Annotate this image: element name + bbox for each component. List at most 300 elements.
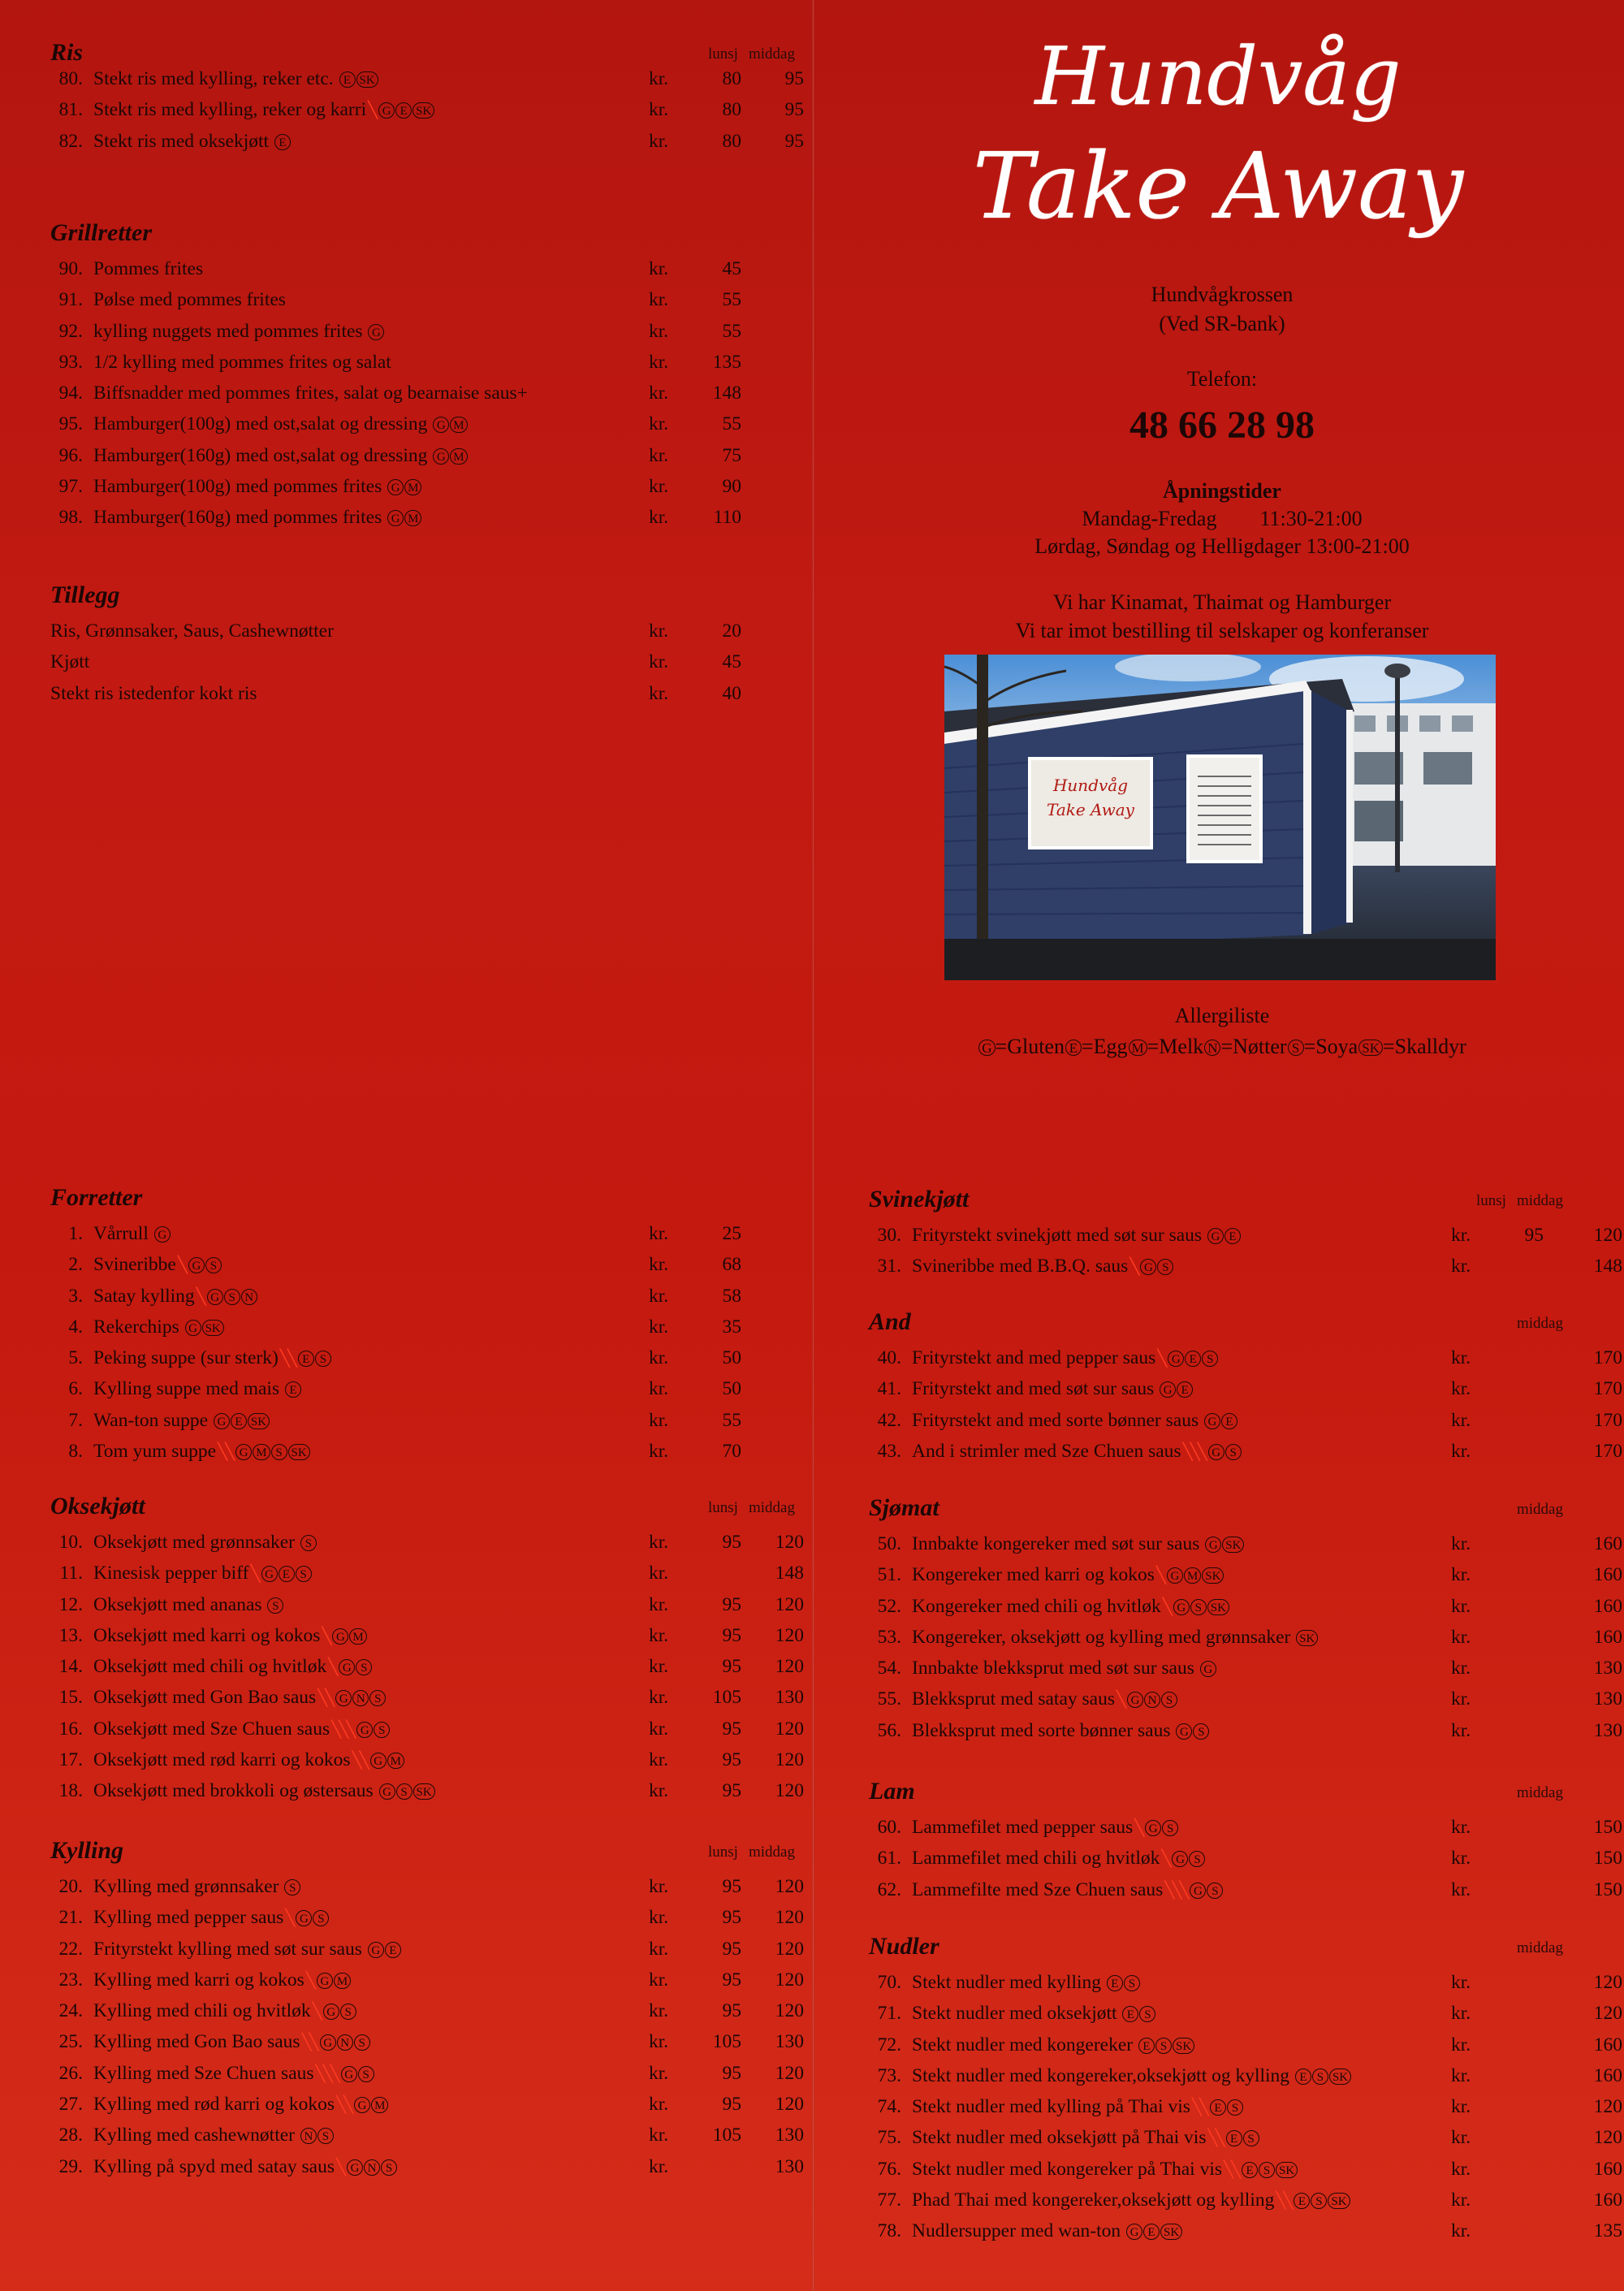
currency-label: kr. (649, 1347, 669, 1369)
price-middag: 160 (1593, 1595, 1622, 1617)
section-tillegg (50, 581, 765, 709)
item-number: 24. (58, 2000, 83, 2022)
menu-item (50, 1281, 765, 1312)
allergen-badge: S (1189, 1851, 1205, 1867)
price-lunsj: 95 (722, 1656, 741, 1678)
allergen-badge: E (1122, 2006, 1138, 2022)
item-number: 73. (877, 2064, 901, 2086)
item-number: 61. (877, 1848, 901, 1870)
currency-label: kr. (649, 1532, 669, 1553)
item-name-text: Stekt nudler med kongereker,oksekjøtt og kylling (912, 2064, 1290, 2086)
item-name-text: Blekksprut med sorte bønner saus (912, 1719, 1171, 1741)
menu-item (50, 316, 765, 347)
menu-item (869, 2215, 1622, 2246)
menu-item (869, 1405, 1622, 1436)
allergen-badge: E (285, 1381, 301, 1398)
item-number: 53. (877, 1626, 901, 1648)
menu-item (50, 616, 765, 646)
menu-item (50, 1342, 765, 1373)
allergen-badge: G (296, 1910, 312, 1926)
allergen-badge: S (1227, 2099, 1243, 2116)
currency-label: kr. (1451, 1440, 1471, 1462)
currency-label: kr. (649, 2155, 669, 2177)
allergen-badge: G (379, 1783, 395, 1800)
item-name (912, 1622, 1318, 1653)
item-name-text: Stekt nudler med kylling på Thai vis (912, 2096, 1190, 2118)
item-name (93, 1373, 301, 1404)
currency-label: kr. (649, 1749, 669, 1771)
allergen-badge: G (188, 1257, 205, 1273)
item-number: 76. (877, 2158, 901, 2180)
item-name-text: Oksekjøtt med Gon Bao saus (93, 1687, 317, 1709)
item-number: 18. (58, 1780, 83, 1802)
chili-icon: ╲ (196, 1287, 204, 1306)
item-number: 40. (877, 1347, 901, 1368)
allergen-badge: G (1127, 1692, 1143, 1708)
currency-label: kr. (649, 476, 669, 498)
hours-days: Lørdag, Søndag og Helligdager (1034, 534, 1302, 558)
item-name-text: Biffsnadder med pommes frites, salat og bearnaise saus+ (93, 383, 528, 404)
currency-label: kr. (649, 1563, 669, 1584)
price-lunsj: 95 (722, 2000, 741, 2022)
item-name-text: Stekt nudler med oksekjøtt på Thai vis (912, 2127, 1207, 2149)
item-name-text: Kylling med rød karri og kokos (93, 2094, 335, 2116)
item-number: 56. (877, 1719, 901, 1741)
menu-item (50, 1965, 804, 1995)
allergen-badge: G (370, 1753, 387, 1769)
allergen-badge: S (374, 1722, 390, 1738)
price-middag: 120 (775, 1749, 804, 1771)
allergen-badge: M (387, 1753, 404, 1769)
allergen-badge: E (1065, 1040, 1082, 1056)
item-number: 3. (68, 1285, 83, 1307)
tagline-1: Vi har Kinamat, Thaimat og Hamburger (1052, 590, 1392, 614)
allergen-badge: SK (202, 1320, 224, 1336)
allergen-badge: S (1162, 1820, 1178, 1836)
item-name (912, 2122, 1259, 2154)
allergen-legend-item (1358, 1035, 1466, 1058)
item-name (93, 1436, 310, 1468)
allergen-badge: E (1242, 2162, 1258, 2178)
menu-list (50, 1527, 804, 1807)
item-number: 98. (58, 507, 83, 529)
section-forretter (50, 1184, 765, 1467)
currency-label: kr. (649, 2094, 669, 2116)
item-name (93, 1902, 329, 1934)
allergen-badge: G (354, 2097, 370, 2113)
currency-label: kr. (649, 1718, 669, 1740)
menu-item (869, 1874, 1622, 1905)
price-lunsj: 75 (722, 444, 741, 466)
allergy-legend (853, 1035, 1592, 1059)
currency-label: kr. (649, 1441, 669, 1463)
price-lunsj: 95 (722, 1718, 741, 1740)
allergen-badge: M (404, 510, 421, 526)
allergen-badge: E (385, 1942, 401, 1958)
brand-line2: Take Away (972, 134, 1464, 240)
item-name-text: Blekksprut med satay saus (912, 1688, 1115, 1710)
allergen-badge: S (1157, 1259, 1173, 1275)
item-name (93, 316, 384, 347)
allergen-badge: E (1185, 1351, 1201, 1367)
item-name (912, 1653, 1216, 1684)
currency-label: kr. (1451, 1347, 1471, 1368)
allergen-badge: N (337, 2034, 353, 2051)
item-number: 17. (58, 1749, 83, 1771)
allergen-badge: G (368, 1942, 384, 1958)
allergen-badge: SK (1276, 2162, 1298, 2178)
allergen-badge: G (154, 1226, 171, 1243)
menu-item (869, 1591, 1622, 1622)
phone-label: Telefon: (1186, 367, 1258, 391)
allergen-badge: SK (1173, 2038, 1194, 2054)
currency-label: kr. (1451, 1595, 1471, 1617)
item-name (93, 284, 286, 315)
item-number: 11. (59, 1563, 83, 1584)
allergen-badge: S (1288, 1040, 1304, 1056)
item-name-text: Kongereker med karri og kokos (912, 1564, 1155, 1586)
price-lunsj: 105 (712, 2125, 741, 2146)
price-middag: 120 (775, 1938, 804, 1960)
allergen-legend-item (978, 1035, 1065, 1058)
chili-icon: ╲╲ (352, 1752, 367, 1770)
allergen-badge: G (1172, 1851, 1188, 1867)
item-name-text: Nudlersupper med wan-ton (912, 2220, 1121, 2242)
menu-item (50, 1651, 804, 1682)
item-name-text: Kylling med cashewnøtter (93, 2125, 295, 2146)
menu-item (50, 2089, 804, 2120)
price-middag: 120 (775, 1624, 804, 1646)
price-middag: 120 (775, 1532, 804, 1553)
item-name (93, 1342, 331, 1374)
allergen-badge: M (450, 417, 467, 433)
hours-days: Mandag-Fredag (1082, 507, 1217, 530)
allergen-badge: SK (288, 1444, 310, 1460)
section-lam (869, 1778, 1622, 1905)
price-middag: 170 (1593, 1378, 1622, 1400)
chili-icon: ╲ (1157, 1350, 1165, 1368)
allergen-badge: SK (412, 102, 434, 119)
section-sjomat (869, 1494, 1622, 1746)
chili-icon: ╲╲╲ (331, 1720, 354, 1739)
price-middag: 120 (1593, 2127, 1622, 2149)
allergen-badge: M (1129, 1040, 1147, 1056)
allergen-badge: G (185, 1320, 201, 1336)
column-header-middag: middag (749, 1499, 795, 1516)
item-name-text: Stekt nudler med oksekjøtt (912, 2003, 1117, 2025)
currency-label: kr. (649, 1624, 669, 1646)
allergen-badge: S (296, 1566, 312, 1582)
menu-item (50, 378, 765, 408)
price-middag: 170 (1593, 1409, 1622, 1431)
allergen-badge: G (1190, 1883, 1206, 1899)
item-name (93, 378, 528, 408)
column-header-lunsj: lunsj (708, 1499, 738, 1516)
item-number: 31. (877, 1256, 901, 1277)
item-name-text: Frityrstekt kylling med søt sur saus (93, 1938, 362, 1960)
item-number: 4. (68, 1316, 83, 1338)
chili-icon: ╲ (1162, 1597, 1170, 1616)
currency-label: kr. (1451, 1658, 1471, 1679)
price-lunsj: 95 (722, 2094, 741, 2116)
menu-item (50, 1218, 765, 1249)
allergen-badge: G (261, 1566, 278, 1582)
allergen-badge: S (1190, 1599, 1207, 1615)
item-name-text: Peking suppe (sur sterk) (93, 1347, 279, 1369)
allergen-legend-item (1287, 1035, 1358, 1058)
allergen-badge: S (1161, 1692, 1177, 1708)
section-title: Grillretter (50, 219, 152, 246)
item-number: 27. (58, 2094, 83, 2116)
currency-label: kr. (649, 444, 669, 466)
price-lunsj: 95 (722, 1532, 741, 1553)
item-number: 26. (58, 2062, 83, 2084)
allergen-badge: S (284, 1879, 300, 1895)
chili-icon: ╲ (250, 1565, 258, 1584)
section-oksekjott (50, 1493, 804, 1807)
item-name-text: And i strimler med Sze Chuen saus (912, 1440, 1181, 1462)
section-title: Kylling (50, 1837, 124, 1864)
chili-icon: ╲╲╲ (315, 2064, 338, 2083)
column-header-middag: middag (1517, 1939, 1563, 1956)
item-number: 91. (58, 289, 83, 311)
allergen-badge: S (396, 1783, 412, 1800)
allergen-badge: SK (248, 1413, 270, 1429)
item-name (93, 253, 203, 284)
price-middag: 130 (1593, 1719, 1622, 1741)
currency-label: kr. (649, 1285, 669, 1307)
item-number: 51. (877, 1564, 901, 1586)
chili-icon: ╲╲ (335, 2096, 352, 2115)
item-name-text: 1/2 kylling med pommes frites og salat (93, 351, 391, 373)
item-name-text: kylling nuggets med pommes frites (93, 320, 363, 342)
brand-line1: Hundvåg (1034, 31, 1402, 123)
menu-item (869, 2122, 1622, 2153)
allergen-badge: E (279, 1566, 295, 1582)
allergen-badge: S (1259, 2162, 1275, 2178)
chili-icon: ╲ (322, 1627, 330, 1645)
item-name-text: Oksekjøtt med ananas (93, 1593, 262, 1615)
item-number: 1. (68, 1223, 83, 1244)
section-and (869, 1308, 1622, 1467)
item-number: 6. (68, 1378, 83, 1400)
item-name (50, 646, 89, 677)
chili-icon: ╲╲ (218, 1443, 233, 1462)
item-name (93, 1312, 224, 1342)
currency-label: kr. (649, 682, 669, 704)
allergen-badge: E (1210, 2099, 1226, 2116)
item-number: 97. (58, 476, 83, 498)
section-title: Nudler (869, 1933, 939, 1960)
item-name (912, 1967, 1140, 1998)
allergen-badge: E (1143, 2224, 1160, 2240)
item-name (50, 678, 257, 709)
chili-icon: ╲╲ (1207, 2129, 1223, 2148)
currency-label: kr. (1451, 1533, 1471, 1554)
item-name-text: Hamburger(160g) med ost,salat og dressing (93, 444, 428, 466)
item-name (912, 2154, 1298, 2185)
currency-label: kr. (1451, 2158, 1471, 2180)
price-lunsj: 80 (722, 130, 741, 152)
item-name (93, 1965, 351, 1996)
item-number: 10. (58, 1532, 83, 1553)
price-lunsj: 80 (722, 68, 741, 89)
item-name (93, 2026, 370, 2058)
item-number: 81. (58, 99, 83, 121)
currency-label: kr. (649, 1656, 669, 1678)
allergen-badge: G (368, 324, 384, 340)
item-name (912, 1251, 1173, 1282)
item-name (93, 408, 468, 439)
section-kylling (50, 1837, 804, 2182)
allergen-badge: G (332, 1628, 348, 1645)
menu-list (50, 616, 765, 709)
price-lunsj: 95 (1524, 1225, 1544, 1246)
item-name (93, 1249, 222, 1281)
allergen-badge: S (381, 2159, 397, 2176)
allergen-badge: E (339, 71, 356, 88)
price-middag: 148 (1593, 1256, 1622, 1277)
allergen-badge: S (1202, 1351, 1218, 1367)
menu-item (869, 1812, 1622, 1843)
allergen-badge: E (1177, 1381, 1193, 1398)
section-title: Svinekjøtt (869, 1186, 970, 1213)
currency-label: kr. (1451, 1409, 1471, 1431)
allergen-badge: N (364, 2159, 380, 2176)
menu-item (50, 347, 765, 378)
allergen-badge: N (352, 1690, 369, 1706)
currency-label: kr. (649, 1378, 669, 1400)
menu-item (869, 1251, 1622, 1282)
allergen-badge: G (339, 1659, 355, 1675)
item-name-text: Kylling med Sze Chuen saus (93, 2062, 314, 2084)
menu-list (869, 1528, 1622, 1746)
item-number: 96. (58, 444, 83, 466)
allergen-badge: S (317, 2128, 334, 2144)
menu-item (869, 2185, 1622, 2215)
item-number: 21. (58, 1907, 83, 1929)
allergen-badge: G (207, 1289, 223, 1305)
item-name-text: Oksekjøtt med rød karri og kokos (93, 1749, 351, 1771)
allergen-badge: G (317, 1973, 333, 1989)
allergen-badge: E (1224, 1228, 1241, 1244)
allergen-badge: G (1168, 1351, 1184, 1367)
item-name (93, 1527, 317, 1558)
item-name (93, 471, 421, 502)
item-number: 12. (58, 1593, 83, 1615)
item-number: 71. (877, 2003, 901, 2025)
currency-label: kr. (649, 351, 669, 373)
chili-icon: ╲ (1129, 1258, 1138, 1277)
allergen-badge: G (1207, 1228, 1224, 1244)
menu-item (50, 1405, 765, 1436)
item-name-text: Stekt ris med oksekjøtt (93, 130, 270, 152)
item-name (93, 1651, 372, 1683)
currency-label: kr. (1451, 1564, 1471, 1586)
allergen-badge: SK (1358, 1040, 1383, 1056)
item-name-text: Stekt ris med kylling, reker og karri (93, 99, 367, 121)
price-lunsj: 148 (712, 383, 741, 404)
currency-label: kr. (649, 320, 669, 342)
currency-label: kr. (1451, 2034, 1471, 2055)
section-title: Sjømat (869, 1494, 939, 1521)
allergen-badge: S (267, 1597, 283, 1614)
item-number: 55. (877, 1688, 901, 1710)
sign-text-1: Hundvåg (1052, 776, 1129, 795)
chili-icon: ╲╲ (317, 1689, 333, 1708)
item-name (93, 1589, 283, 1620)
menu-item (50, 502, 765, 533)
item-number: 70. (877, 1972, 901, 1993)
menu-list (869, 1812, 1622, 1905)
menu-list (50, 63, 804, 157)
price-lunsj: 35 (722, 1316, 741, 1338)
item-name-text: Oksekjøtt med chili og hvitløk (93, 1656, 327, 1678)
column-header-lunsj: lunsj (708, 1844, 738, 1861)
menu-item (50, 440, 765, 471)
currency-label: kr. (1451, 2127, 1471, 2149)
menu-list (869, 1220, 1622, 1282)
center-fold (812, 0, 814, 2291)
allergen-badge: SK (356, 71, 378, 88)
column-header-middag: middag (1517, 1501, 1563, 1518)
item-name (93, 94, 434, 126)
menu-item (50, 1620, 804, 1651)
menu-item (869, 1342, 1622, 1373)
allergen-badge: S (300, 1535, 317, 1551)
price-middag: 120 (775, 1876, 804, 1897)
menu-item (50, 1682, 804, 1713)
currency-label: kr. (649, 2125, 669, 2146)
item-name-text: Hamburger(100g) med ost,salat og dressing (93, 413, 428, 435)
price-lunsj: 95 (722, 1938, 741, 1960)
menu-item (869, 1622, 1622, 1653)
menu-item (50, 1589, 804, 1620)
currency-label: kr. (1451, 2064, 1471, 2086)
hours-weekend (853, 534, 1592, 559)
item-number: 13. (58, 1624, 83, 1646)
item-name (93, 1682, 386, 1714)
price-middag: 130 (1593, 1658, 1622, 1679)
column-header-middag: middag (749, 45, 795, 63)
menu-item (50, 1995, 804, 2026)
price-lunsj: 95 (722, 1876, 741, 1897)
currency-label: kr. (1451, 2189, 1471, 2211)
item-number: 80. (58, 68, 83, 89)
item-name (93, 502, 421, 533)
item-number: 25. (58, 2031, 83, 2053)
item-name-text: Svineribbe (93, 1254, 176, 1276)
allergen-badge: G (335, 1690, 352, 1706)
menu-item (50, 1902, 804, 1933)
allergen-badge: S (1311, 2193, 1327, 2209)
menu-item (50, 1312, 765, 1342)
allergen-badge: G (235, 1444, 252, 1460)
allergen-label: =Egg (1081, 1035, 1128, 1058)
allergen-badge: S (1124, 1975, 1140, 1991)
item-number: 90. (58, 258, 83, 279)
allergen-badge: S (358, 2066, 374, 2082)
allergen-badge: SK (413, 1783, 435, 1800)
allergen-badge: S (313, 1910, 329, 1926)
item-name-text: Ris, Grønnsaker, Saus, Cashewnøtter (50, 620, 334, 642)
currency-label: kr. (649, 507, 669, 529)
item-name-text: Innbakte blekksprut med søt sur saus (912, 1658, 1194, 1679)
item-number: 78. (877, 2220, 901, 2242)
allergen-badge: G (1140, 1259, 1156, 1275)
menu-item (50, 1744, 804, 1775)
item-number: 30. (877, 1225, 901, 1246)
